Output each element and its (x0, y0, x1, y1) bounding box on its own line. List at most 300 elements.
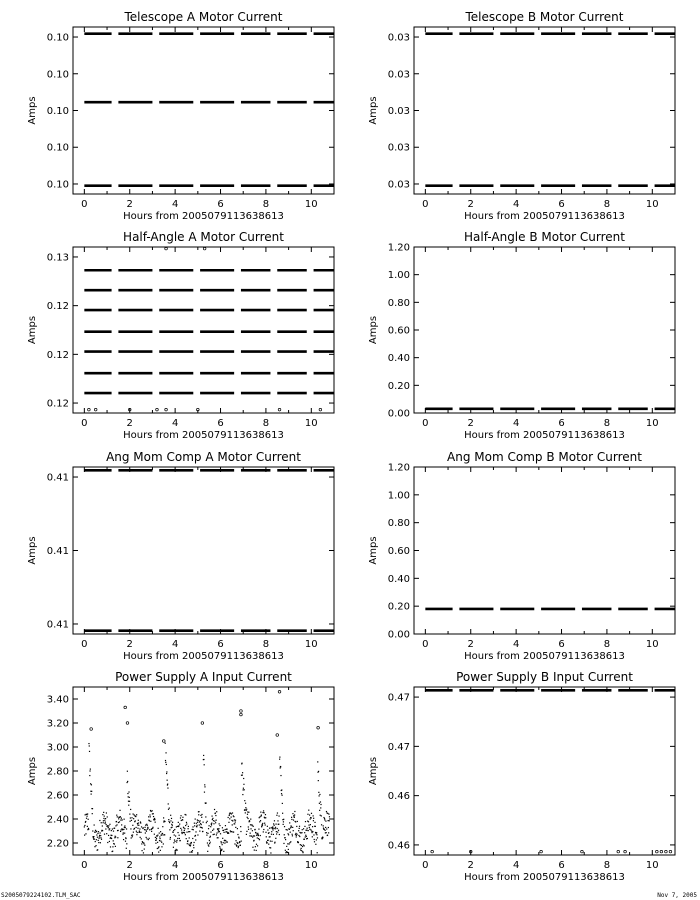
data-point (147, 825, 148, 826)
data-point (289, 843, 290, 844)
data-point (312, 836, 313, 837)
data-point (174, 829, 175, 830)
data-point (180, 817, 181, 818)
data-point (136, 831, 137, 832)
data-point (249, 821, 250, 822)
data-point (88, 819, 89, 820)
data-point (199, 824, 200, 825)
data-point (291, 819, 292, 820)
data-point (137, 824, 138, 825)
data-point (292, 827, 293, 828)
data-point (274, 820, 275, 821)
data-point (168, 819, 169, 820)
outlier-point (617, 850, 620, 853)
data-point (86, 816, 87, 817)
data-point (253, 826, 254, 827)
data-point (178, 822, 179, 823)
data-point (113, 840, 114, 841)
x-tick-label: 4 (512, 418, 520, 429)
data-point (275, 824, 276, 825)
data-point (201, 824, 202, 825)
outlier-point (165, 408, 168, 411)
data-point (143, 827, 144, 828)
data-point (212, 830, 213, 831)
data-point (138, 820, 139, 821)
data-point (87, 826, 88, 827)
data-point (115, 836, 116, 837)
data-point (324, 819, 325, 820)
data-point (201, 817, 202, 818)
data-point (213, 823, 214, 824)
data-point (106, 833, 107, 834)
data-point (140, 822, 141, 823)
y-tick-label: 2.60 (46, 790, 69, 802)
data-point (244, 809, 245, 810)
y-tick-label: 0.10 (46, 179, 69, 191)
data-point (153, 813, 154, 814)
data-point (286, 846, 287, 847)
data-point (291, 826, 292, 827)
y-tick-label: 2.20 (46, 838, 69, 850)
data-point (172, 825, 173, 826)
data-point (270, 852, 271, 853)
plot-frame (73, 247, 334, 413)
data-point (161, 842, 162, 843)
data-point (291, 817, 292, 818)
data-point (213, 834, 214, 835)
data-point (122, 834, 123, 835)
data-point (116, 821, 117, 822)
data-point (274, 825, 275, 826)
data-point (233, 816, 234, 817)
x-tick-label: 4 (171, 860, 179, 871)
data-point (98, 842, 99, 843)
outlier-point (624, 850, 627, 853)
y-tick-label: 0.03 (387, 32, 410, 44)
data-point (188, 828, 189, 829)
y-axis-label: Amps (368, 315, 379, 345)
data-point (305, 821, 306, 822)
outlier-point (540, 850, 543, 853)
data-point (253, 835, 254, 836)
data-point (176, 841, 177, 842)
data-point (228, 822, 229, 823)
data-point (184, 832, 185, 833)
data-point (259, 839, 260, 840)
data-point (162, 833, 163, 834)
data-point (129, 797, 130, 798)
outlier-point (317, 727, 320, 730)
data-point (179, 838, 180, 839)
data-point (224, 843, 225, 844)
data-point (326, 811, 327, 812)
data-point (311, 831, 312, 832)
data-point (100, 835, 101, 836)
data-point (320, 804, 321, 805)
data-point (138, 825, 139, 826)
x-tick-label: 8 (262, 860, 270, 871)
data-point (267, 826, 268, 827)
x-tick-label: 2 (126, 860, 133, 871)
data-point (260, 820, 261, 821)
data-point (266, 836, 267, 837)
chart-panel (27, 10, 334, 222)
data-point (106, 812, 107, 813)
data-point (182, 817, 183, 818)
data-point (149, 829, 150, 830)
data-point (129, 814, 130, 815)
data-point (170, 839, 171, 840)
x-tick-label: 4 (512, 199, 520, 210)
data-point (214, 821, 215, 822)
plot-frame (414, 27, 675, 194)
data-point (176, 840, 177, 841)
data-point (280, 766, 281, 767)
data-point (318, 792, 319, 793)
data-point (246, 809, 247, 810)
data-point (168, 809, 169, 810)
data-point (151, 831, 152, 832)
x-tick-label: 8 (603, 639, 611, 650)
data-point (245, 803, 246, 804)
data-point (222, 844, 223, 845)
data-point (155, 837, 156, 838)
data-marks (425, 34, 675, 186)
data-point (241, 763, 242, 764)
data-point (182, 819, 183, 820)
data-point (257, 845, 258, 846)
data-point (279, 757, 280, 758)
data-point (320, 801, 321, 802)
data-point (133, 832, 134, 833)
data-point (237, 834, 238, 835)
data-point (275, 828, 276, 829)
data-point (136, 834, 137, 835)
x-tick-label: 10 (304, 418, 318, 429)
data-point (204, 786, 205, 787)
data-point (281, 795, 282, 796)
data-point (164, 834, 165, 835)
data-point (193, 829, 194, 830)
data-point (111, 835, 112, 836)
data-point (196, 823, 197, 824)
data-point (125, 838, 126, 839)
data-point (175, 835, 176, 836)
data-point (289, 829, 290, 830)
x-tick-label: 8 (262, 639, 270, 650)
data-point (184, 830, 185, 831)
data-point (98, 840, 99, 841)
data-point (162, 834, 163, 835)
data-point (105, 818, 106, 819)
data-point (296, 834, 297, 835)
data-point (260, 812, 261, 813)
data-point (89, 745, 90, 746)
data-point (287, 852, 288, 853)
plot-frame (414, 687, 675, 855)
data-point (308, 830, 309, 831)
data-point (310, 824, 311, 825)
x-tick-label: 0 (422, 860, 429, 871)
data-point (259, 816, 260, 817)
data-point (204, 764, 205, 765)
data-point (99, 836, 100, 837)
data-point (312, 826, 313, 827)
data-point (305, 836, 306, 837)
data-point (101, 822, 102, 823)
data-point (103, 818, 104, 819)
data-point (246, 810, 247, 811)
data-point (206, 835, 207, 836)
data-point (188, 826, 189, 827)
data-point (295, 821, 296, 822)
x-axis-label: Hours from 2005079113638613 (123, 651, 284, 662)
data-point (243, 789, 244, 790)
outlier-point (156, 408, 159, 411)
data-point (92, 808, 93, 809)
data-point (84, 826, 85, 827)
data-point (263, 829, 264, 830)
data-point (315, 826, 316, 827)
outlier-point (165, 247, 168, 250)
data-point (195, 831, 196, 832)
data-marks (84, 470, 334, 630)
y-tick-label: 0.10 (46, 106, 69, 117)
data-point (321, 824, 322, 825)
x-tick-label: 6 (217, 418, 224, 429)
data-point (135, 827, 136, 828)
data-point (314, 822, 315, 823)
data-point (297, 821, 298, 822)
y-tick-label: 1.00 (387, 270, 410, 282)
y-tick-label: 0.46 (387, 840, 410, 852)
data-point (197, 822, 198, 823)
data-point (139, 832, 140, 833)
x-tick-label: 6 (217, 639, 224, 650)
data-point (125, 827, 126, 828)
data-point (200, 827, 201, 828)
data-point (266, 842, 267, 843)
outlier-point (665, 850, 668, 853)
data-point (121, 818, 122, 819)
data-point (247, 811, 248, 812)
data-point (219, 825, 220, 826)
y-tick-label: 0.12 (46, 349, 69, 361)
plot-frame (414, 247, 675, 413)
data-point (326, 832, 327, 833)
data-point (170, 815, 171, 816)
data-point (144, 827, 145, 828)
data-point (256, 835, 257, 836)
x-axis-label: Hours from 2005079113638613 (464, 651, 625, 662)
data-point (120, 819, 121, 820)
data-point (159, 838, 160, 839)
data-point (295, 833, 296, 834)
x-tick-label: 10 (304, 860, 318, 871)
data-point (325, 827, 326, 828)
data-point (120, 831, 121, 832)
data-point (262, 823, 263, 824)
data-point (102, 825, 103, 826)
data-point (109, 824, 110, 825)
data-point (111, 838, 112, 839)
data-point (308, 825, 309, 826)
data-point (104, 823, 105, 824)
data-point (167, 780, 168, 781)
data-point (171, 818, 172, 819)
data-point (147, 829, 148, 830)
data-point (144, 829, 145, 830)
data-point (182, 833, 183, 834)
data-point (195, 818, 196, 819)
data-point (100, 832, 101, 833)
data-point (94, 824, 95, 825)
data-point (180, 828, 181, 829)
data-point (139, 830, 140, 831)
data-point (209, 840, 210, 841)
data-point (189, 852, 190, 853)
data-point (313, 815, 314, 816)
data-point (211, 815, 212, 816)
data-point (189, 837, 190, 838)
data-point (215, 815, 216, 816)
data-point (153, 816, 154, 817)
data-point (308, 821, 309, 822)
data-point (152, 827, 153, 828)
data-point (157, 848, 158, 849)
data-point (204, 792, 205, 793)
data-point (283, 819, 284, 820)
data-point (132, 834, 133, 835)
data-point (90, 768, 91, 769)
x-tick-label: 4 (171, 199, 179, 210)
data-point (149, 838, 150, 839)
data-point (248, 829, 249, 830)
data-point (118, 830, 119, 831)
y-tick-label: 0.20 (387, 380, 410, 392)
data-point (279, 759, 280, 760)
data-point (205, 802, 206, 803)
y-tick-label: 0.03 (387, 69, 410, 81)
data-point (216, 832, 217, 833)
plot-frame (73, 27, 334, 194)
y-tick-label: 0.10 (46, 32, 69, 44)
data-point (292, 813, 293, 814)
data-point (237, 843, 238, 844)
data-point (265, 814, 266, 815)
x-axis-label: Hours from 2005079113638613 (123, 872, 284, 883)
data-point (116, 824, 117, 825)
data-point (301, 845, 302, 846)
data-point (174, 841, 175, 842)
y-tick-label: 0.00 (387, 408, 410, 420)
data-point (292, 834, 293, 835)
data-point (156, 836, 157, 837)
data-point (309, 827, 310, 828)
x-tick-label: 2 (126, 418, 133, 429)
data-point (101, 839, 102, 840)
data-point (183, 827, 184, 828)
data-point (221, 842, 222, 843)
data-point (163, 843, 164, 844)
data-point (161, 846, 162, 847)
data-point (267, 829, 268, 830)
data-point (318, 780, 319, 781)
data-point (273, 834, 274, 835)
data-point (288, 834, 289, 835)
data-point (214, 809, 215, 810)
data-point (136, 814, 137, 815)
data-point (315, 844, 316, 845)
data-point (105, 822, 106, 823)
data-marks (84, 34, 334, 186)
data-point (112, 851, 113, 852)
outlier-point (162, 740, 165, 743)
data-point (193, 845, 194, 846)
data-point (311, 817, 312, 818)
data-point (194, 842, 195, 843)
data-point (225, 825, 226, 826)
data-point (289, 822, 290, 823)
data-point (94, 832, 95, 833)
data-point (141, 826, 142, 827)
data-point (141, 843, 142, 844)
data-point (306, 836, 307, 837)
data-point (223, 842, 224, 843)
data-point (213, 828, 214, 829)
data-point (205, 816, 206, 817)
y-tick-label: 0.12 (46, 301, 69, 313)
data-point (92, 813, 93, 814)
data-point (129, 801, 130, 802)
data-point (156, 838, 157, 839)
data-point (307, 838, 308, 839)
data-point (154, 818, 155, 819)
data-point (131, 817, 132, 818)
data-point (159, 840, 160, 841)
data-point (169, 808, 170, 809)
data-point (141, 838, 142, 839)
data-point (143, 852, 144, 853)
data-point (107, 842, 108, 843)
y-tick-label: 0.60 (387, 546, 410, 557)
data-point (112, 828, 113, 829)
data-point (188, 844, 189, 845)
data-point (97, 837, 98, 838)
chart-title: Ang Mom Comp B Motor Current (447, 450, 642, 464)
data-point (213, 820, 214, 821)
data-point (127, 782, 128, 783)
data-point (281, 789, 282, 790)
data-point (295, 834, 296, 835)
data-point (284, 826, 285, 827)
data-point (216, 811, 217, 812)
y-tick-label: 0.40 (387, 573, 410, 585)
data-point (96, 834, 97, 835)
data-point (243, 778, 244, 779)
data-point (159, 832, 160, 833)
data-point (144, 845, 145, 846)
data-point (94, 846, 95, 847)
data-point (279, 834, 280, 835)
outlier-point (90, 728, 93, 731)
y-tick-label: 0.03 (387, 179, 410, 191)
x-tick-label: 8 (603, 418, 611, 429)
data-point (122, 829, 123, 830)
y-tick-label: 0.41 (46, 472, 69, 484)
data-point (145, 825, 146, 826)
data-point (100, 837, 101, 838)
